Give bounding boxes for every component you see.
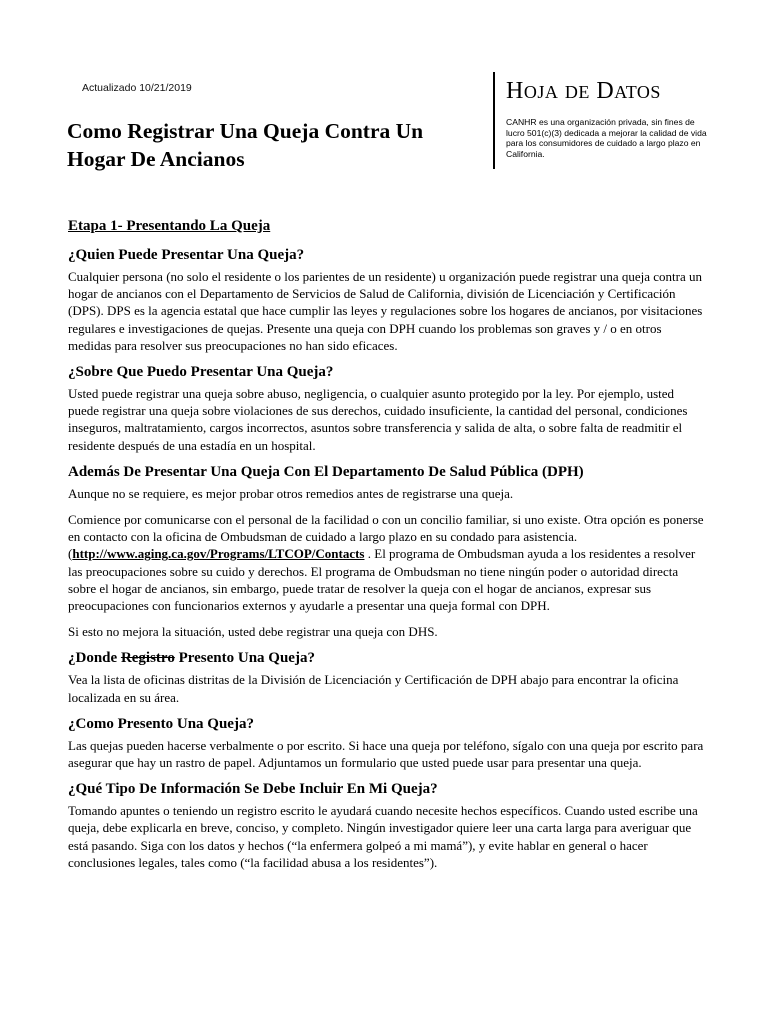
- paragraph-besides-1: Aunque no se requiere, es mejor probar otros remedios antes de registrarse una queja.: [68, 485, 514, 501]
- section-heading-what: ¿Sobre Que Puedo Presentar Una Queja?: [68, 364, 334, 381]
- section-heading-info: ¿Qué Tipo De Información Se Debe Incluir En Mi Queja?: [68, 781, 438, 798]
- section-heading-who: ¿Quien Puede Presentar Una Queja?: [68, 247, 305, 263]
- paragraph-info: Tomando apuntes o teniendo un registro escrito le ayudará cuando necesite hechos específicos. Cuando usted escribe una queja, debe explicarla en breve, conciso, y completo. Ningún investigador quiere leer una carta larga para averiguar que está pasando. Siga con los datos y hechos (“la enfermera golpeó a mi mamá”), y evite hablar en general o hacer conclusiones legales, tales como (“la facilidad abusa a los residentes”).: [68, 803, 698, 870]
- document-body: [68, 217, 708, 880]
- title-line-2: Hogar De Ancianos: [67, 147, 245, 171]
- title-line-1: Como Registrar Una Queja Contra Un: [67, 119, 424, 143]
- fact-sheet-label: HOJA DE DATOS: [506, 78, 661, 104]
- updated-date: Actualizado 10/21/2019: [82, 82, 192, 94]
- page-title: [67, 117, 487, 173]
- paragraph-besides-2: Comience por comunicarse con el personal de la facilidad o con un concilio familiar, si uno existe. Otra opción es ponerse en contacto con la oficina de Ombudsman de cuidado a largo plazo en su condado para asistencia. (http://www.aging.ca.gov/Programs/LTCOP/Contacts . El programa de Ombudsman ayuda a los residentes a resolver las preocupaciones sobre su cuido y derechos. El programa de Ombudsman no tiene ningún poder o autoridad directa sobre el hogar de ancianos, sin embargo, puede tratar de resolver la queja con el hogar de ancianos, expresar sus preocupaciones con funcionarios externos y ayudarle a presentar una queja formal con DPH.: [68, 512, 704, 614]
- section-heading-where: ¿Donde Registro Presento Una Queja?: [68, 650, 315, 667]
- ombudsman-link[interactable]: http://www.aging.ca.gov/Programs/LTCOP/Contacts: [72, 546, 365, 562]
- paragraph-who: Cualquier persona (no solo el residente o los parientes de un residente) u organización puede registrar una queja contra un hogar de ancianos con el Departamento de Servicios de Salud de California, división de Licenciación y Certificación (DPS). DPS es la agencia estatal que hace cumplir las leyes y regulaciones sobre los hogares de ancianos, por visitaciones regulares e investigaciones de quejas. Presente una queja con DPH cuando los problemas son graves y / o en otros medidas para resolver sus preocupaciones no han sido eficaces.: [68, 269, 703, 353]
- paragraph-how: Las quejas pueden hacerse verbalmente o por escrito. Si hace una queja por teléfono, sígalo con una queja por escrito para asegurar que hay un rastro de papel. Adjuntamos un formulario que usted puede usar para presentar una queja.: [68, 737, 704, 771]
- paragraph-besides-3: Si esto no mejora la situación, usted debe registrar una queja con DHS.: [68, 624, 438, 640]
- org-description: CANHR es una organización privada, sin fines de lucro 501(c)(3) dedicada a mejorar la calidad de vida para los consumidores de cuidado a largo plazo en California.: [506, 117, 707, 159]
- paragraph-what: Usted puede registrar una queja sobre abuso, negligencia, o cualquier asunto protegido por la ley. Por ejemplo, usted puede registrar una queja sobre violaciones de sus derechos, cuidado insuficiente, la cantidad del personal, condiciones inseguros, maltratamiento, cargos incorrectos, asuntos sobre transferencia y salida de alta, o sobre falta de readmitir el residente después de una estadía en un hospital.: [68, 386, 688, 453]
- stage-heading: Etapa 1- Presentando La Queja: [68, 218, 271, 234]
- section-heading-how: ¿Como Presento Una Queja?: [68, 715, 254, 732]
- section-heading-besides: Además De Presentar Una Queja Con El Departamento De Salud Pública (DPH): [68, 463, 584, 480]
- header-divider: [493, 72, 495, 169]
- struck-word: Registro: [120, 650, 175, 667]
- paragraph-where: Vea la lista de oficinas distritas de la División de Licenciación y Certificación de DPH abajo para encontrar la oficina localizada en su área.: [68, 672, 679, 705]
